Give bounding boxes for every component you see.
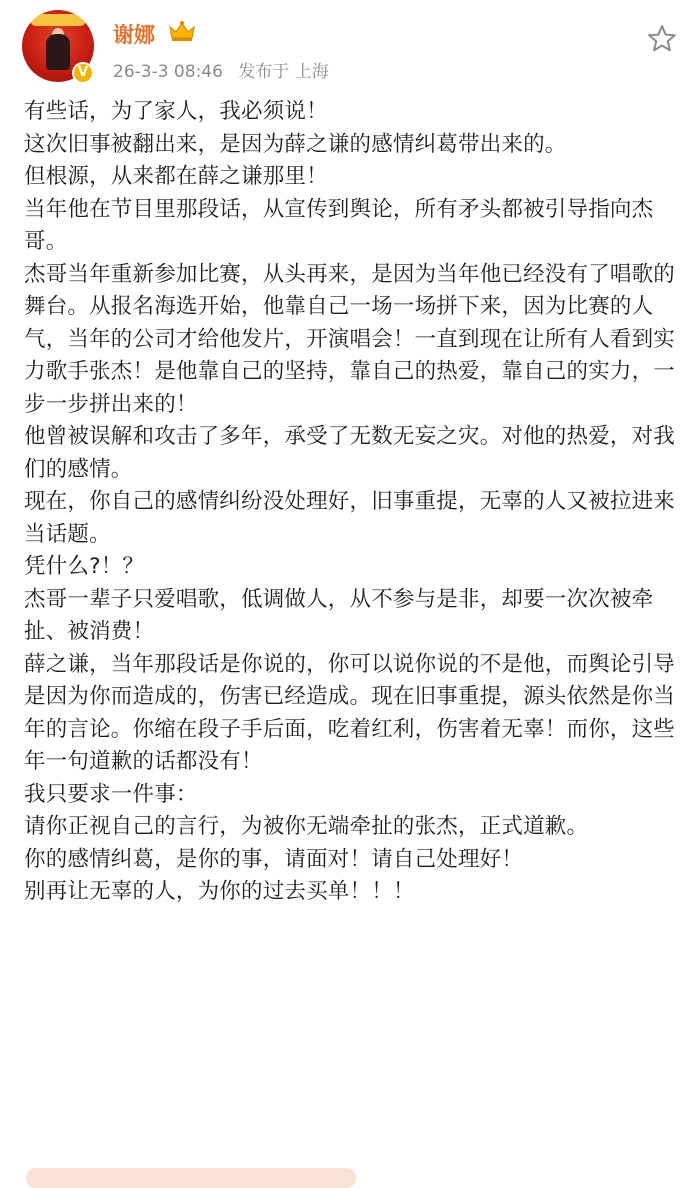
- post-paragraph: 这次旧事被翻出来，是因为薛之谦的感情纠葛带出来的。: [24, 131, 567, 157]
- post-paragraph: 别再让无辜的人，为你的过去买单！！！: [24, 879, 415, 904]
- bottom-card-edge: [26, 1168, 356, 1188]
- post-paragraph: 请你正视自己的言行，为被你无端牵扯的张杰，正式道歉。: [24, 814, 589, 839]
- post-meta: [113, 57, 339, 82]
- crown-badge-icon: [167, 19, 197, 43]
- post-paragraph: 但根源，从来都在薛之谦那里！: [24, 164, 328, 189]
- post-location: 发布于 上海: [238, 62, 329, 82]
- post-paragraph: 有些话，为了家人，我必须说！: [24, 99, 328, 124]
- post-paragraph: 你的感情纠葛，是你的事，请面对！请自己处理好！: [24, 846, 524, 872]
- author-name[interactable]: 谢娜: [113, 23, 155, 47]
- post-paragraph: 我只要求一件事：: [24, 781, 198, 807]
- verified-badge-icon: V: [72, 62, 94, 84]
- post-paragraph: 薛之谦，当年那段话是你说的，你可以说你说的不是他，而舆论引导是因为你而造成的，伤害已经造成。现在旧事重提，源头依然是你当年的言论。你缩在段子手后面，吃着红利，伤害着无辜！而你，这些年一句道歉的话都没有！: [24, 651, 676, 774]
- star-outline-icon[interactable]: [646, 23, 678, 55]
- post-paragraph: 现在，你自己的感情纠纷没处理好，旧事重提，无辜的人又被拉进来当话题。: [24, 489, 676, 547]
- post-header: [0, 0, 700, 90]
- post-timestamp: 26-3-3 08:46: [113, 62, 223, 82]
- post-paragraph: 当年他在节目里那段话，从宣传到舆论，所有矛头都被引导指向杰哥。: [24, 196, 654, 254]
- post-paragraph: 他曾被误解和攻击了多年，承受了无数无妄之灾。对他的热爱，对我们的感情。: [24, 424, 676, 482]
- avatar-decoration: [30, 14, 86, 26]
- post-paragraph: 杰哥一辈子只爱唱歌，低调做人，从不参与是非，却要一次次被牵扯、被消费！: [24, 586, 654, 644]
- avatar-figure: [46, 34, 70, 70]
- post-body: [24, 96, 680, 909]
- post-paragraph: 杰哥当年重新参加比赛，从头再来，是因为当年他已经没有了唱歌的舞台。从报名海选开始，他靠自己一场一场拼下来，因为比赛的人气，当年的公司才给他发片，开演唱会！一直到现在让所有人看到实力歌手张杰！是他靠自己的坚持，靠自己的热爱，靠自己的实力，一步一步拼出来的！: [24, 261, 676, 417]
- post-paragraph: 凭什么?！？: [24, 554, 145, 579]
